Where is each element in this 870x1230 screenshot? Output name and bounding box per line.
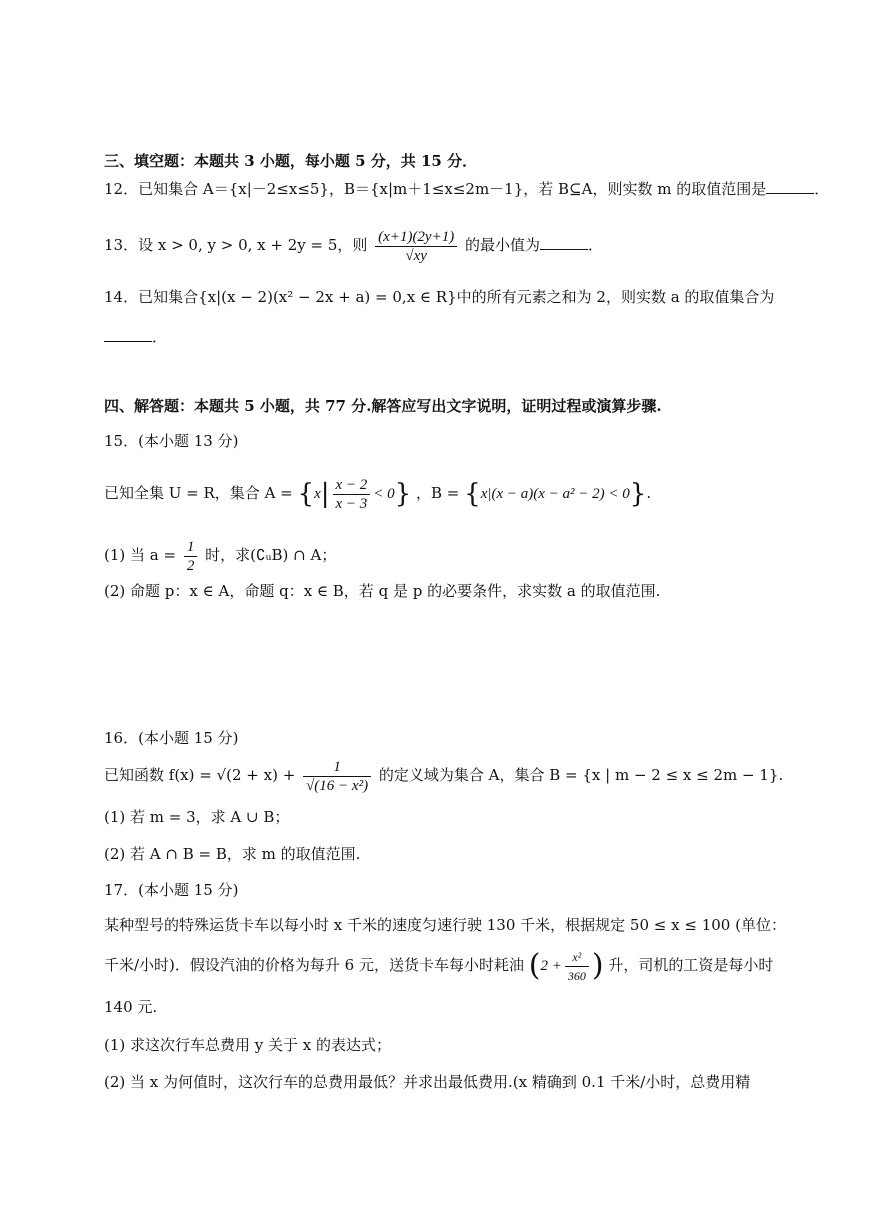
fuel-fraction [565, 948, 589, 985]
question-16-stem [104, 752, 784, 798]
question-15-part-2: (2) 命题 p：x ∈ A，命题 q：x ∈ B，若 q 是 p 的必要条件，求实数 a 的取值范围. [104, 582, 661, 600]
question-15-stem [104, 467, 784, 519]
question-12-end: ． [814, 180, 830, 198]
question-17-line-2 [104, 942, 784, 988]
question-15-stem-end: . [646, 484, 652, 502]
answer-blank [540, 235, 588, 250]
part-1-suffix: 时，求(∁ᵤB) ∩ A； [205, 546, 337, 564]
right-brace: } [629, 479, 647, 509]
question-13-fraction [375, 228, 457, 265]
question-14-end: ． [152, 328, 168, 346]
question-13-suffix: 的最小值为 [465, 236, 541, 254]
section-heading-solutions: 四、解答题：本题共 5 小题，共 77 分.解答应写出文字说明，证明过程或演算步骤. [104, 397, 662, 415]
set-b-definition: x|(x − a)(x − a² − 2) < 0 [480, 486, 630, 502]
section-heading-fill-in: 三、填空题：本题共 3 小题，每小题 5 分，共 15 分． [104, 152, 478, 170]
fraction-denominator: 2 [186, 557, 195, 574]
question-16-stem-prefix: 已知函数 f(x) = √(2 + x) + [104, 766, 296, 784]
fraction-numerator: 1 [303, 758, 371, 777]
fraction-denominator: √xy [405, 247, 427, 264]
question-13 [104, 220, 784, 270]
fraction-numerator: (x+1)(2y+1) [375, 228, 457, 247]
answer-blank [766, 179, 814, 194]
question-15-header: 15．(本小题 13 分) [104, 432, 239, 450]
question-17-line-1: 某种型号的特殊运货卡车以每小时 x 千米的速度匀速行驶 130 千米，根据规定 50 ≤ x ≤ 100 (单位： [104, 916, 786, 934]
line-2-suffix: 升，司机的工资是每小时 [608, 956, 774, 974]
question-13-end: ． [588, 236, 604, 254]
question-16-part-2: (2) 若 A ∩ B = B，求 m 的取值范围. [104, 845, 361, 863]
question-13-prefix: 13．设 x > 0, y > 0, x + 2y = 5，则 [104, 236, 368, 254]
fraction-denominator: √(16 − x²) [306, 777, 369, 794]
right-brace: } [394, 479, 412, 509]
question-17-part-1: (1) 求这次行车总费用 y 关于 x 的表达式； [104, 1036, 392, 1054]
question-15-stem-prefix: 已知全集 U = R，集合 A = [104, 484, 293, 502]
question-16-header: 16．(本小题 15 分) [104, 729, 239, 747]
question-16-part-1: (1) 若 m = 3，求 A ∪ B； [104, 808, 290, 826]
fuel-lead: 2 + [540, 958, 562, 974]
answer-blank [104, 327, 152, 342]
question-17-part-2: (2) 当 x 为何值时，这次行车的总费用最低？并求出最低费用.(x 精确到 0.1 千米/小时，总费用精 [104, 1073, 751, 1091]
line-2-prefix: 千米/小时)．假设汽油的价格为每升 6 元，送货卡车每小时耗油 [104, 956, 524, 974]
question-12 [104, 178, 830, 200]
set-divider: | [320, 479, 330, 509]
question-14: 14．已知集合{x|(x − 2)(x² − 2x + a) = 0,x ∈ R}中的所有元素之和为 2，则实数 a 的取值集合为 [104, 288, 775, 306]
set-a-variable: x [314, 486, 321, 502]
part-1-prefix: (1) 当 a = [104, 546, 177, 564]
fraction-denominator: 360 [567, 968, 586, 983]
question-16-stem-suffix: 的定义域为集合 A，集合 B = {x | m − 2 ≤ x ≤ 2m − 1}. [378, 766, 784, 784]
question-17-line-3: 140 元. [104, 998, 158, 1016]
question-14-answer-line [104, 326, 784, 348]
right-paren: ) [591, 948, 604, 983]
set-a-denominator: x − 3 [335, 495, 368, 512]
question-17-header: 17．(本小题 15 分) [104, 881, 239, 899]
set-a-numerator: x − 2 [333, 476, 371, 495]
fraction-numerator: x² [565, 948, 589, 967]
left-paren: ( [528, 948, 541, 983]
left-brace: { [464, 479, 481, 509]
question-15-part-1 [104, 535, 784, 575]
left-brace: { [297, 479, 315, 509]
set-a-relation: < 0 [373, 486, 395, 502]
question-16-fraction [303, 758, 371, 795]
part-1-fraction [184, 538, 198, 575]
question-15-stem-mid: ，B = [416, 484, 460, 502]
question-12-text: 12．已知集合 A＝{x|－2≤x≤5}，B＝{x|m＋1≤x≤2m－1}，若 B⊆A，则实数 m 的取值范围是 [104, 180, 767, 198]
set-a-fraction [333, 476, 371, 513]
fraction-numerator: 1 [184, 538, 198, 557]
